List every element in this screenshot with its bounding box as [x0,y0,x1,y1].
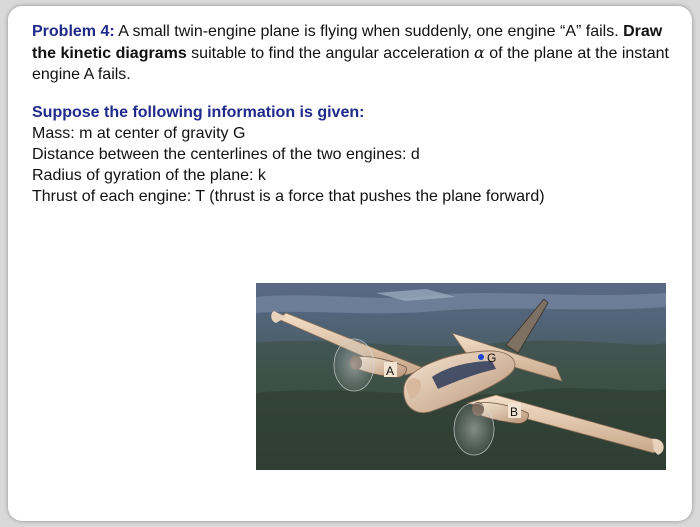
center-of-gravity-dot [478,354,484,360]
plane-illustration [256,283,666,470]
given-line-gyration: Radius of gyration of the plane: k [32,167,266,184]
problem-text-3: of the plane at the instant engine A fails. [32,45,669,83]
given-line-thrust: Thrust of each engine: T (thrust is a force that pushes the plane forward) [32,188,545,205]
given-heading: Suppose the following information is given: [32,104,365,121]
problem-text-2: suitable to find the angular acceleration [186,45,475,62]
problem-label: Problem 4: [32,23,115,40]
problem-bold-phrase: Draw the kinetic diagrams [32,23,663,62]
label-a: A [386,364,395,378]
given-section [32,102,672,207]
alpha-symbol: α [474,43,485,62]
problem-text-1: A small twin-engine plane is flying when suddenly, one engine “A” fails. [114,23,624,40]
label-b: B [510,405,519,419]
given-line-distance: Distance between the centerlines of the two engines: d [32,146,420,163]
slide-content [32,21,672,207]
slide-frame [8,6,692,521]
propeller-b [454,403,494,455]
label-g: G [487,351,497,365]
given-line-mass: Mass: m at center of gravity G [32,125,246,142]
propeller-a [334,339,374,391]
plane-photo [256,283,666,470]
problem-statement [32,21,672,85]
